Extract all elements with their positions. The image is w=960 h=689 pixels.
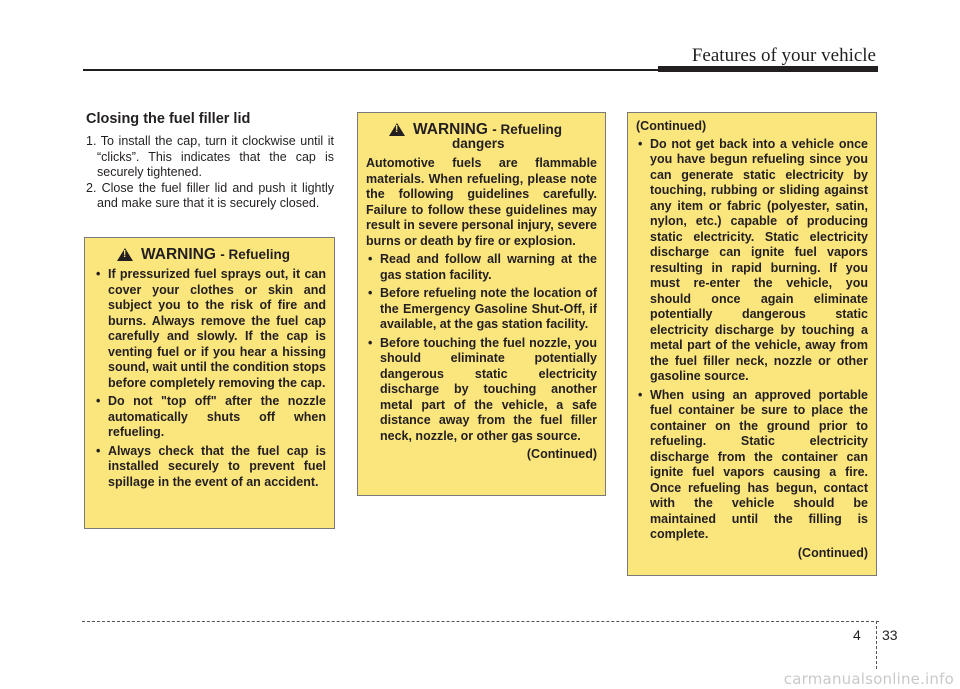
warning-label: WARNING <box>141 246 216 263</box>
warning-bullet: • Do not "top off" after the nozzle automatically shuts off when refueling. <box>94 394 326 441</box>
continued-label: (Continued) <box>797 545 868 560</box>
section-heading: Closing the fuel filler lid <box>86 111 251 127</box>
warning-box-refueling-dangers <box>357 112 606 496</box>
warning-triangle-icon <box>389 123 405 136</box>
continued-label: (Continued) <box>526 447 597 461</box>
warning-bullet: • If pressurized fuel sprays out, it can cover your clothes or skin and subject you to the risk of fire and burns. Always remove the fuel cap carefully and slowly. If the cap is venting fuel or if you hear a hissing sound, wait until the condition stops before completely removing the cap. <box>94 267 326 391</box>
warning-header <box>94 246 326 263</box>
chapter-number: 4 <box>853 627 861 643</box>
footer-vertical-divider <box>876 621 877 669</box>
warning-bullet-list <box>636 137 868 543</box>
warning-title <box>141 246 290 263</box>
warning-subtitle: - Refueling <box>220 247 290 262</box>
warning-label: WARNING <box>413 121 488 138</box>
warning-subtitle: - Refueling <box>492 122 562 137</box>
warning-triangle-icon <box>117 248 133 261</box>
warning-bullet: • Always check that the fuel cap is installed securely to prevent fuel spillage in the event of an accident. <box>94 444 326 491</box>
instruction-step: 2. Close the fuel filler lid and push it lightly and make sure that it is securely closed. <box>86 180 334 211</box>
warning-bullet: • Before touching the fuel nozzle, you should eliminate potentially dangerous static electricity discharge by touching another metal part of the vehicle, a safe distance away from the fuel filler neck, nozzle, or other gas source. <box>366 336 597 445</box>
watermark-text: carmanualsonline.info <box>783 670 954 688</box>
warning-bullet: • Do not get back into a vehicle once you have begun refueling since you can generate static electricity by touching, rubbing or sliding against any item or fabric (polyester, satin, nylon, etc.) capable of producing static electricity. Static electricity discharge can ignite fuel vapors resulting in rapid burning. If you must re-enter the vehicle, you should once again eliminate potentially dangerous static electricity discharge by touching a metal part of the vehicle, away from the fuel filler neck, nozzle or other gasoline source. <box>636 137 868 385</box>
warning-bullet: • When using an approved portable fuel container be sure to place the container on the ground prior to refueling. Static electricity discharge from the container can ignite fuel vapors causing a fire. Once refueling has begun, contact with the vehicle should be maintained until the filling is complete. <box>636 388 868 543</box>
warning-subtitle-line2: dangers <box>452 136 505 151</box>
instruction-step: 1. To install the cap, turn it clockwise until it “clicks”. This indicates that the cap is securely tightened. <box>86 134 334 180</box>
footer-divider <box>82 621 879 622</box>
page-number: 33 <box>882 627 898 643</box>
warning-box-continued <box>627 112 877 576</box>
warning-box-refueling <box>84 237 335 529</box>
continued-label: (Continued) <box>636 119 707 133</box>
instruction-steps <box>86 134 334 212</box>
header-divider-accent <box>658 66 878 72</box>
page-header-title: Features of your vehicle <box>691 45 876 66</box>
warning-bullet: • Read and follow all warning at the gas station facility. <box>366 252 597 283</box>
warning-bullet-list <box>366 252 597 444</box>
warning-bullet-list <box>94 267 326 490</box>
warning-bullet: • Before refueling note the location of the Emergency Gasoline Shut-Off, if available, at the gas station facility. <box>366 286 597 333</box>
warning-intro: Automotive fuels are flammable materials. When refueling, please note the following guidelines carefully. Failure to follow these guidelines may result in severe personal injury, severe burns or death by fire or explosion. <box>366 156 597 248</box>
